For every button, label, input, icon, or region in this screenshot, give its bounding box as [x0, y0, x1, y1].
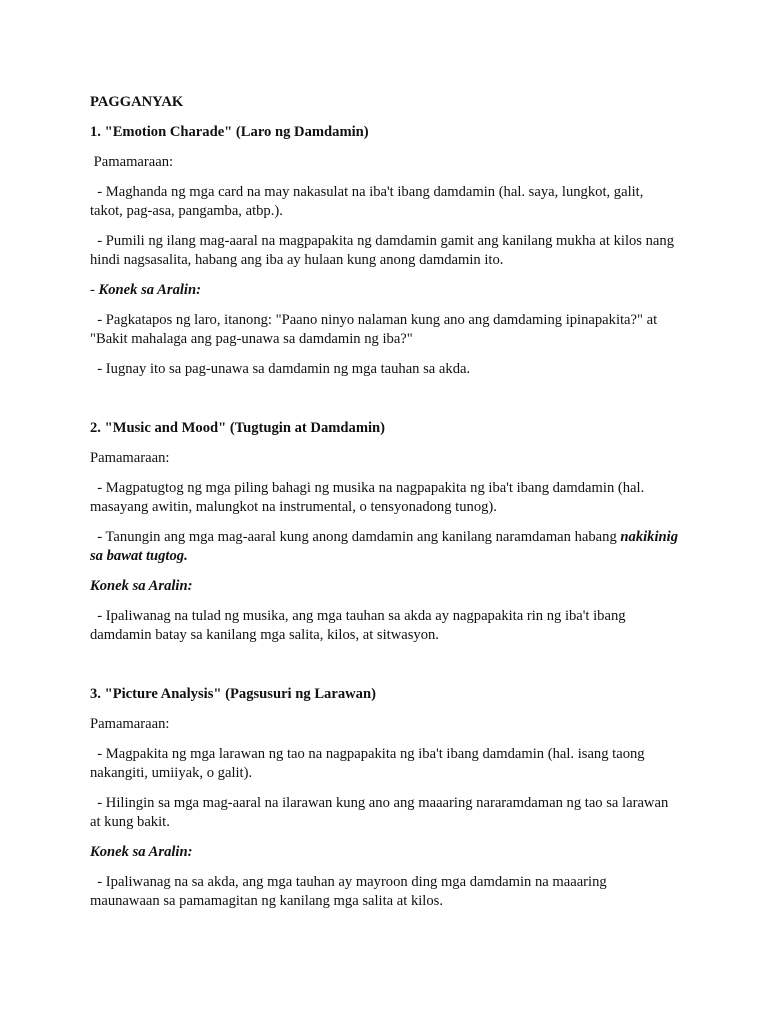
connect-step: - Iugnay ito sa pag-unawa sa damdamin ng mga tauhan sa akda.: [90, 361, 471, 377]
procedure-step: - Pumili ng ilang mag-aaral na magpapakita ng damdamin gamit ang kanilang mukha at kilos nang hindi nagsasalita, habang ang iba ay hulaan kung anong damdamin ito.: [90, 233, 678, 268]
section-title: 2. "Music and Mood" (Tugtugin at Damdamin): [90, 420, 386, 436]
procedure-step-text: - Tanungin ang mga mag-aaral kung anong damdamin ang kanilang naramdaman habang: [90, 529, 621, 545]
section-spacer: [90, 390, 678, 419]
procedure-step-emphasis: nakikinig sa bawat tugtog.: [90, 529, 678, 564]
section-spacer: [90, 656, 678, 685]
connect-label: Konek sa Aralin:: [98, 282, 201, 298]
procedure-label: Pamamaraan:: [90, 450, 170, 466]
procedure-label: Pamamaraan:: [90, 716, 170, 732]
section-picture-analysis: [90, 685, 678, 911]
procedure-step: - Magpatugtog ng mga piling bahagi ng musika na nagpapakita ng iba't ibang damdamin (hal. masayang awitin, malungkot na instrumental, o tensyonadong tunog).: [90, 480, 648, 515]
connect-step: - Ipaliwanag na tulad ng musika, ang mga tauhan sa akda ay nagpapakita rin ng iba't ibang damdamin batay sa kanilang mga salita, kilos, at sitwasyon.: [90, 608, 630, 643]
connect-heading: [90, 281, 678, 300]
connect-label: Konek sa Aralin:: [90, 844, 193, 860]
section-title: 3. "Picture Analysis" (Pagsusuri ng Larawan): [90, 686, 376, 702]
procedure-step: - Hilingin sa mga mag-aaral na ilarawan kung ano ang maaaring nararamdaman ng tao sa larawan at kung bakit.: [90, 795, 672, 830]
section-emotion-charade: [90, 123, 678, 379]
procedure-step: [90, 528, 678, 566]
connect-label: Konek sa Aralin:: [90, 578, 193, 594]
procedure-step: - Magpakita ng mga larawan ng tao na nagpapakita ng iba't ibang damdamin (hal. isang taong nakangiti, umiiyak, o galit).: [90, 746, 649, 781]
connect-step: - Pagkatapos ng laro, itanong: "Paano ninyo nalaman kung ano ang damdaming ipinapakita?" at "Bakit mahalaga ang pag-unawa sa damdamin ng iba?": [90, 312, 661, 347]
document-heading: PAGGANYAK: [90, 94, 184, 110]
connect-step: - Ipaliwanag na sa akda, ang mga tauhan ay mayroon ding mga damdamin na maaaring maunawaan sa pamamagitan ng kanilang mga salita at kilos.: [90, 874, 611, 909]
section-music-and-mood: [90, 419, 678, 645]
procedure-step: - Maghanda ng mga card na may nakasulat na iba't ibang damdamin (hal. saya, lungkot, galit, takot, pag-asa, pangamba, atbp.).: [90, 184, 648, 219]
connect-prefix: -: [90, 282, 99, 298]
procedure-label: Pamamaraan:: [90, 154, 174, 170]
section-title: 1. "Emotion Charade" (Laro ng Damdamin): [90, 124, 369, 140]
